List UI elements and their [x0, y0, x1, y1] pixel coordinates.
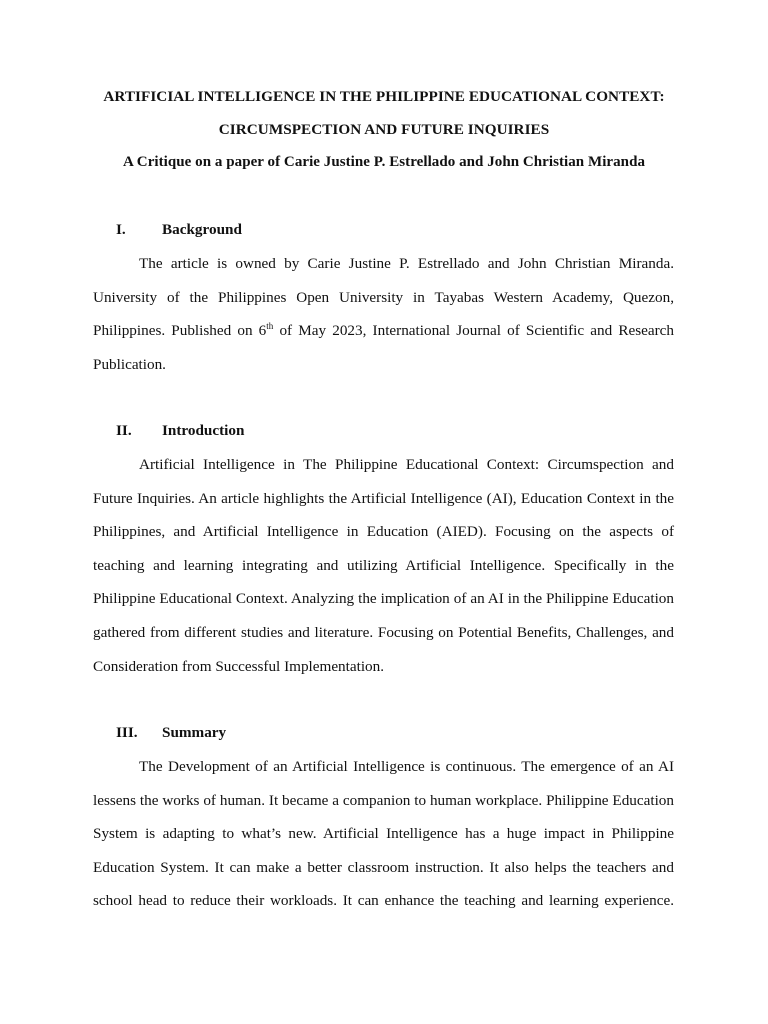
summary-paragraph [93, 750, 674, 918]
paragraph-line: The Development of an Artificial Intelligence is continuous. The emergence of an AI [139, 758, 674, 775]
paragraph-line: Future Inquiries. An article highlights the Artificial Intelligence (AI), Education Context in the [93, 489, 674, 507]
paragraph-line [93, 314, 674, 348]
paragraph-line: University of the Philippines Open University in Tayabas Western Academy, Quezon, [93, 288, 674, 306]
section-number: I. [116, 221, 126, 238]
paragraph-line: Philippine Educational Context. Analyzing the implication of an AI in the Philippine Education [93, 590, 674, 608]
paragraph-line: school head to reduce their workloads. It can enhance the teaching and learning experience. [93, 892, 674, 910]
paragraph-line: System is adapting to what’s new. Artificial Intelligence has a huge impact in Philippine [93, 825, 674, 843]
background-paragraph [93, 247, 674, 381]
document-title-line-1: ARTIFICIAL INTELLIGENCE IN THE PHILIPPINE EDUCATIONAL CONTEXT: [103, 88, 665, 105]
paragraph-line: lessens the works of human. It became a companion to human workplace. Philippine Education [93, 791, 674, 809]
section-title: Introduction [162, 422, 245, 439]
document-title-line-2: CIRCUMSPECTION AND FUTURE INQUIRIES [218, 121, 550, 138]
document-subtitle: A Critique on a paper of Carie Justine P. Estrellado and John Christian Miranda [122, 154, 646, 170]
section-heading-introduction [116, 422, 244, 440]
paragraph-line: Consideration from Successful Implementation. [93, 657, 385, 675]
section-number: III. [116, 724, 138, 741]
paragraph-line: Publication. [93, 355, 166, 373]
section-title: Background [162, 221, 242, 238]
paragraph-line-part: Philippines. Published on 6 [93, 322, 267, 340]
paragraph-line-part: of May 2023, International Journal of Scientific and Research [273, 322, 674, 340]
paragraph-line: Education System. It can make a better classroom instruction. It also helps the teachers and [93, 858, 674, 876]
section-number: II. [116, 422, 132, 439]
section-heading-background [116, 221, 242, 239]
ordinal-suffix: th [266, 321, 274, 332]
introduction-paragraph [93, 448, 674, 683]
section-heading-summary [116, 724, 226, 742]
paragraph-line: teaching and learning integrating and utilizing Artificial Intelligence. Specifically in the [93, 556, 674, 574]
paragraph-line: gathered from different studies and literature. Focusing on Potential Benefits, Challenges, and [93, 623, 674, 641]
section-title: Summary [162, 724, 227, 741]
paragraph-line: The article is owned by Carie Justine P. Estrellado and John Christian Miranda. [139, 255, 674, 272]
paragraph-line: Artificial Intelligence in The Philippine Educational Context: Circumspection and [139, 456, 674, 473]
paragraph-line: Philippines, and Artificial Intelligence in Education (AIED). Focusing on the aspects of [93, 523, 674, 541]
